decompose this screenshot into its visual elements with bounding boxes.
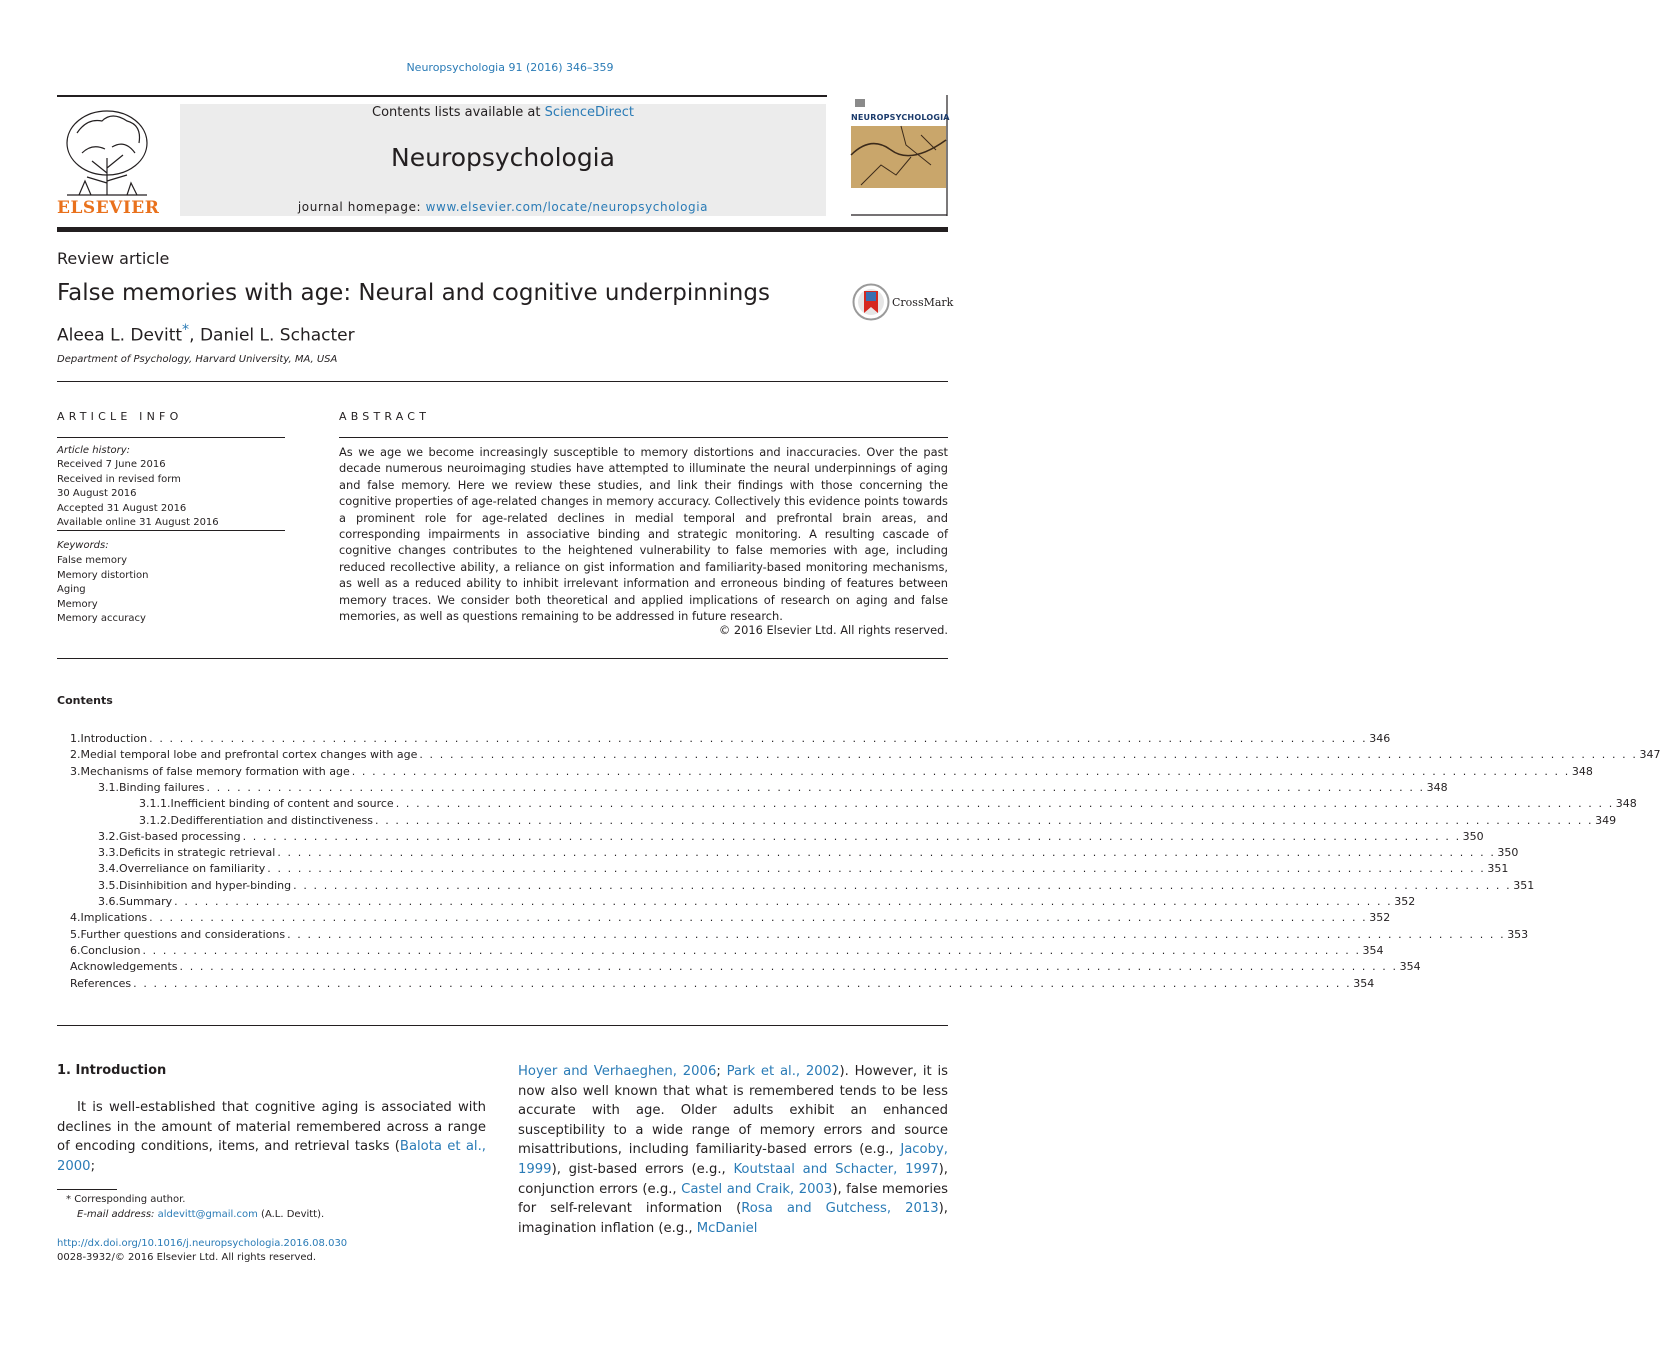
toc-leader-dots: . . . . . . . . . . . . . . . . . . . . . . . . . . . . . . . . . . . . . . . . . . . . . . . . . . . . . . . . . . . . . . . . . . . . . . . . . . . . . . . . . . . . . . . . . . . . . . . . . . . . . . . . . . . . . . . . . . . . . . . .	[277, 846, 1496, 860]
email-link[interactable]: aldevitt@gmail.com	[157, 1209, 258, 1220]
article-info-heading: ARTICLE INFO	[57, 410, 183, 423]
footnote-mark: *	[66, 1194, 71, 1205]
contents-available-line	[180, 104, 826, 122]
author-list	[57, 322, 355, 346]
toc-leader-dots: . . . . . . . . . . . . . . . . . . . . . . . . . . . . . . . . . . . . . . . . . . . . . . . . . . . . . . . . . . . . . . . . . . . . . . . . . . . . . . . . . . . . . . . . . . . . . . . . . . . . . . . . . . . . . . . . . . . . . . . .	[351, 764, 1570, 778]
keyword-item: Memory distortion	[57, 569, 149, 581]
keyword-item: Aging	[57, 584, 86, 595]
keywords-list	[57, 554, 149, 627]
toc-title: Medial temporal lobe and prefrontal cortex changes with age	[80, 748, 418, 762]
toc-page-number: 346	[1369, 732, 1391, 745]
toc-leader-dots: . . . . . . . . . . . . . . . . . . . . . . . . . . . . . . . . . . . . . . . . . . . . . . . . . . . . . . . . . . . . . . . . . . . . . . . . . . . . . . . . . . . . . . . . . . . . . . . . . . . . . . . . . . . . . . . . . . . . . . . .	[267, 862, 1486, 876]
toc-entry[interactable]	[70, 731, 1391, 747]
intro-paragraph-left	[57, 1098, 486, 1176]
toc-number: 3.2.	[98, 829, 119, 843]
homepage-link[interactable]: www.elsevier.com/locate/neuropsychologia	[425, 200, 709, 214]
author-devitt[interactable]: Aleea L. Devitt	[57, 325, 183, 346]
history-item: Received 7 June 2016	[57, 459, 166, 470]
toc-title: Implications	[80, 911, 148, 925]
intro-text: ), conjunction errors (e.g.,	[518, 1161, 948, 1197]
intro-text: ), false memories for self-relevant information (	[518, 1181, 948, 1217]
toc-page-number: 352	[1394, 895, 1416, 908]
toc-title: Conclusion	[80, 943, 141, 957]
toc-page-number: 354	[1399, 960, 1421, 974]
keyword-item: False memory	[57, 555, 128, 566]
toc-number: 5.	[70, 927, 81, 941]
toc-page-number: 347	[1639, 748, 1660, 762]
masthead-top-rule	[57, 95, 827, 97]
introduction-heading: 1. Introduction	[57, 1063, 167, 1078]
toc-page-number: 353	[1507, 927, 1529, 941]
intro-text: ). However, it is now also well known that what is remembered tends to be less accurate with age. Older adults exhibit an enhanced susceptibility to a wide range of memory errors and source misattributions, including familiarity-based errors (e.g.,	[518, 1064, 948, 1158]
citation-link[interactable]: Castel and Craik, 2003	[681, 1181, 833, 1197]
history-item: 30 August 2016	[57, 488, 137, 499]
abstract-divider	[57, 658, 948, 659]
toc-entry[interactable]	[98, 894, 1416, 910]
intro-text: ), imagination inflation (e.g.,	[518, 1201, 948, 1236]
toc-entry[interactable]	[98, 780, 1448, 796]
toc-leader-dots: . . . . . . . . . . . . . . . . . . . . . . . . . . . . . . . . . . . . . . . . . . . . . . . . . . . . . . . . . . . . . . . . . . . . . . . . . . . . . . . . . . . . . . . . . . . . . . . . . . . . . . . . . . . . . . . . . . . . . . . .	[133, 976, 1352, 990]
toc-page-number: 354	[1353, 976, 1375, 990]
toc-number: 3.1.	[98, 780, 119, 794]
toc-entry[interactable]	[70, 943, 1384, 959]
abstract-text: As we age we become increasingly susceptible to memory distortions and inaccuracies. Over the past decade numerous neuroimaging studies have attempted to illuminate the neural underpinnings of aging and false memory. Here we review these studies, and link their findings with those concerning the cognitive properties of age-related changes in memory accuracy. Collectively this evidence points towards a prominent role for age-related declines in medial temporal and prefrontal brain areas, and corresponding impairments in associative binding and strategic monitoring. A resulting cascade of cognitive changes contributes to the heightened vulnerability to false memories with age, including reduced recollective ability, a reliance on gist information and familiarity-based monitoring mechanisms, as well as a reduced ability to inhibit irrelevant information and erroneous binding of features between memory traces. We consider both theoretical and applied implications of research on aging and false memories, as well as questions remaining to be addressed in future research.	[339, 445, 948, 624]
issn-line: 0028-3932/© 2016 Elsevier Ltd. All rights reserved.	[57, 1252, 317, 1263]
elsevier-wordmark[interactable]: ELSEVIER	[57, 198, 160, 218]
toc-page-number: 351	[1513, 878, 1535, 892]
footnote-rule	[57, 1189, 117, 1190]
keyword-item: Memory	[57, 598, 98, 610]
abstract-rule	[339, 437, 948, 438]
email-label: E-mail address:	[77, 1209, 158, 1220]
toc-title: Overreliance on familiarity	[119, 862, 266, 876]
article-type: Review article	[57, 249, 170, 268]
homepage-prefix: journal homepage:	[297, 200, 426, 214]
toc-number: 1.	[70, 732, 81, 745]
history-item: Received in revised form	[57, 473, 181, 485]
toc-title: Binding failures	[119, 780, 205, 794]
article-history	[57, 458, 219, 531]
toc-page-number: 348	[1615, 797, 1637, 811]
toc-entry[interactable]	[98, 861, 1509, 877]
toc-title: Further questions and considerations	[80, 927, 286, 941]
author-separator: ,	[189, 325, 200, 346]
toc-number: 4.	[70, 911, 81, 925]
intro-text: ;	[716, 1064, 727, 1079]
toc-number: 3.	[70, 764, 81, 778]
toc-leader-dots: . . . . . . . . . . . . . . . . . . . . . . . . . . . . . . . . . . . . . . . . . . . . . . . . . . . . . . . . . . . . . . . . . . . . . . . . . . . . . . . . . . . . . . . . . . . . . . . . . . . . . . . . . . . . . . . . . . . . . . . .	[287, 927, 1506, 941]
toc-entry[interactable]	[139, 813, 1617, 829]
crossmark-icon[interactable]	[852, 283, 890, 321]
author-schacter[interactable]: Daniel L. Schacter	[199, 325, 355, 346]
toc-title: Inefficient binding of content and source	[170, 797, 394, 811]
toc-page-number: 350	[1462, 829, 1484, 843]
article-title: False memories with age: Neural and cognitive underpinnings	[57, 280, 770, 306]
elsevier-tree-logo	[57, 103, 157, 213]
toc-leader-dots: . . . . . . . . . . . . . . . . . . . . . . . . . . . . . . . . . . . . . . . . . . . . . . . . . . . . . . . . . . . . . . . . . . . . . . . . . . . . . . . . . . . . . . . . . . . . . . . . . . . . . . . . . . . . . . . . . . . . . . . .	[419, 748, 1638, 762]
corresponding-footnote	[66, 1193, 186, 1207]
toc-leader-dots: . . . . . . . . . . . . . . . . . . . . . . . . . . . . . . . . . . . . . . . . . . . . . . . . . . . . . . . . . . . . . . . . . . . . . . . . . . . . . . . . . . . . . . . . . . . . . . . . . . . . . . . . . . . . . . . . . . . . . . . .	[174, 895, 1393, 908]
toc-entry[interactable]	[70, 910, 1391, 926]
toc-number: 2.	[70, 748, 81, 762]
toc-leader-dots: . . . . . . . . . . . . . . . . . . . . . . . . . . . . . . . . . . . . . . . . . . . . . . . . . . . . . . . . . . . . . . . . . . . . . . . . . . . . . . . . . . . . . . . . . . . . . . . . . . . . . . . . . . . . . . . . . . . . . . . .	[142, 943, 1361, 957]
toc-title: Gist-based processing	[119, 829, 241, 843]
toc-entry[interactable]	[98, 878, 1535, 894]
toc-entry[interactable]	[70, 959, 1421, 975]
doi-link[interactable]: http://dx.doi.org/10.1016/j.neuropsychologia.2016.08.030	[57, 1238, 348, 1249]
citation-link[interactable]: Jacoby, 1999	[518, 1142, 948, 1177]
sciencedirect-link[interactable]: ScienceDirect	[544, 105, 634, 120]
citation-link[interactable]: Balota et al., 2000	[57, 1139, 486, 1174]
toc-page-number: 354	[1362, 943, 1384, 957]
toc-title: Mechanisms of false memory formation with age	[80, 764, 350, 778]
toc-leader-dots: . . . . . . . . . . . . . . . . . . . . . . . . . . . . . . . . . . . . . . . . . . . . . . . . . . . . . . . . . . . . . . . . . . . . . . . . . . . . . . . . . . . . . . . . . . . . . . . . . . . . . . . . . . . . . . . . . . . . . . . .	[149, 732, 1368, 745]
toc-entry[interactable]	[70, 927, 1529, 943]
intro-text: It is well-established that cognitive aging is associated with declines in the amount of material remembered across a range of encoding conditions, items, and retrieval tasks (	[57, 1100, 486, 1155]
toc-page-number: 349	[1595, 813, 1617, 827]
doi-link-line	[57, 1237, 347, 1251]
contents-title: Contents	[57, 694, 113, 707]
toc-entry[interactable]	[70, 976, 1375, 992]
toc-entry[interactable]	[70, 764, 1593, 780]
footnote-corresponding: Corresponding author.	[74, 1194, 186, 1205]
corresponding-author-mark[interactable]: *	[182, 322, 190, 338]
toc-title: Introduction	[80, 732, 148, 745]
toc-leader-dots: . . . . . . . . . . . . . . . . . . . . . . . . . . . . . . . . . . . . . . . . . . . . . . . . . . . . . . . . . . . . . . . . . . . . . . . . . . . . . . . . . . . . . . . . . . . . . . . . . . . . . . . . . . . . . . . . . . . . . . . .	[179, 960, 1398, 974]
citation-link[interactable]: Park et al., 2002	[726, 1064, 840, 1079]
toc-leader-dots: . . . . . . . . . . . . . . . . . . . . . . . . . . . . . . . . . . . . . . . . . . . . . . . . . . . . . . . . . . . . . . . . . . . . . . . . . . . . . . . . . . . . . . . . . . . . . . . . . . . . . . . . . . . . . . . . . . . . . . . .	[293, 878, 1512, 892]
contents-prefix: Contents lists available at	[372, 105, 545, 120]
toc-number: 6.	[70, 943, 81, 957]
toc-entry[interactable]	[98, 829, 1484, 845]
toc-leader-dots: . . . . . . . . . . . . . . . . . . . . . . . . . . . . . . . . . . . . . . . . . . . . . . . . . . . . . . . . . . . . . . . . . . . . . . . . . . . . . . . . . . . . . . . . . . . . . . . . . . . . . . . . . . . . . . . . . . . . . . . .	[206, 780, 1425, 794]
intro-paragraph-right	[518, 1062, 948, 1238]
masthead-bottom-rule	[57, 227, 948, 232]
citation-link[interactable]: McDaniel	[696, 1220, 758, 1236]
toc-entry[interactable]	[98, 845, 1519, 861]
cover-journal-label: NEUROPSYCHOLOGIA	[851, 113, 950, 122]
toc-leader-dots: . . . . . . . . . . . . . . . . . . . . . . . . . . . . . . . . . . . . . . . . . . . . . . . . . . . . . . . . . . . . . . . . . . . . . . . . . . . . . . . . . . . . . . . . . . . . . . . . . . . . . . . . . . . . . . . . . . . . . . . .	[375, 813, 1594, 827]
abstract-copyright: © 2016 Elsevier Ltd. All rights reserved.	[718, 623, 948, 637]
toc-entry[interactable]	[139, 796, 1637, 812]
history-item: Available online 31 August 2016	[57, 517, 219, 528]
email-footnote	[77, 1208, 324, 1222]
toc-leader-dots: . . . . . . . . . . . . . . . . . . . . . . . . . . . . . . . . . . . . . . . . . . . . . . . . . . . . . . . . . . . . . . . . . . . . . . . . . . . . . . . . . . . . . . . . . . . . . . . . . . . . . . . . . . . . . . . . . . . . . . . .	[395, 797, 1614, 811]
journal-homepage-line	[180, 200, 826, 214]
history-item: Accepted 31 August 2016	[57, 502, 187, 514]
toc-title: Disinhibition and hyper-binding	[119, 878, 292, 892]
toc-title: Dedifferentiation and distinctiveness	[170, 813, 374, 827]
toc-number: 3.1.1.	[139, 797, 171, 811]
keywords-label: Keywords:	[57, 540, 109, 551]
toc-page-number: 351	[1487, 862, 1509, 876]
keyword-item: Memory accuracy	[57, 613, 146, 624]
toc-number: 3.3.	[98, 846, 119, 860]
toc-entry[interactable]	[70, 747, 1660, 763]
crossmark-label[interactable]: CrossMark	[892, 296, 954, 309]
article-info-rule	[57, 437, 285, 438]
citation-link[interactable]: Hoyer and Verhaeghen, 2006	[518, 1064, 717, 1079]
journal-citation[interactable]: Neuropsychologia 91 (2016) 346–359	[406, 61, 614, 74]
citation-link[interactable]: Koutstaal and Schacter, 1997	[733, 1161, 939, 1177]
toc-number: 3.1.2.	[139, 813, 171, 827]
toc-number: 3.4.	[98, 862, 119, 876]
abstract-heading: ABSTRACT	[339, 410, 431, 423]
toc-number: 3.5.	[98, 878, 119, 892]
affiliation: Department of Psychology, Harvard University, MA, USA	[57, 354, 338, 365]
toc-page-number: 352	[1369, 911, 1391, 925]
email-suffix: (A.L. Devitt).	[257, 1209, 325, 1220]
intro-text: ), gist-based errors (e.g.,	[551, 1161, 734, 1177]
citation-link[interactable]: Rosa and Gutchess, 2013	[741, 1201, 939, 1217]
header-divider	[57, 381, 948, 382]
contents-divider	[57, 1025, 948, 1026]
journal-title[interactable]: Neuropsychologia	[391, 143, 615, 172]
toc-title: Acknowledgements	[70, 960, 178, 974]
toc-page-number: 348	[1571, 764, 1593, 778]
toc-leader-dots: . . . . . . . . . . . . . . . . . . . . . . . . . . . . . . . . . . . . . . . . . . . . . . . . . . . . . . . . . . . . . . . . . . . . . . . . . . . . . . . . . . . . . . . . . . . . . . . . . . . . . . . . . . . . . . . . . . . . . . . .	[242, 829, 1461, 843]
intro-text: ;	[90, 1158, 96, 1174]
toc-page-number: 350	[1497, 846, 1519, 860]
keywords-rule	[57, 530, 285, 531]
toc-title: Deficits in strategic retrieval	[119, 846, 276, 860]
toc-title: Summary	[119, 895, 173, 908]
toc-number: 3.6.	[98, 895, 119, 908]
article-history-label: Article history:	[57, 445, 131, 456]
toc-leader-dots: . . . . . . . . . . . . . . . . . . . . . . . . . . . . . . . . . . . . . . . . . . . . . . . . . . . . . . . . . . . . . . . . . . . . . . . . . . . . . . . . . . . . . . . . . . . . . . . . . . . . . . . . . . . . . . . . . . . . . . . .	[149, 911, 1368, 925]
toc-title: References	[70, 976, 132, 990]
toc-page-number: 348	[1426, 780, 1448, 794]
